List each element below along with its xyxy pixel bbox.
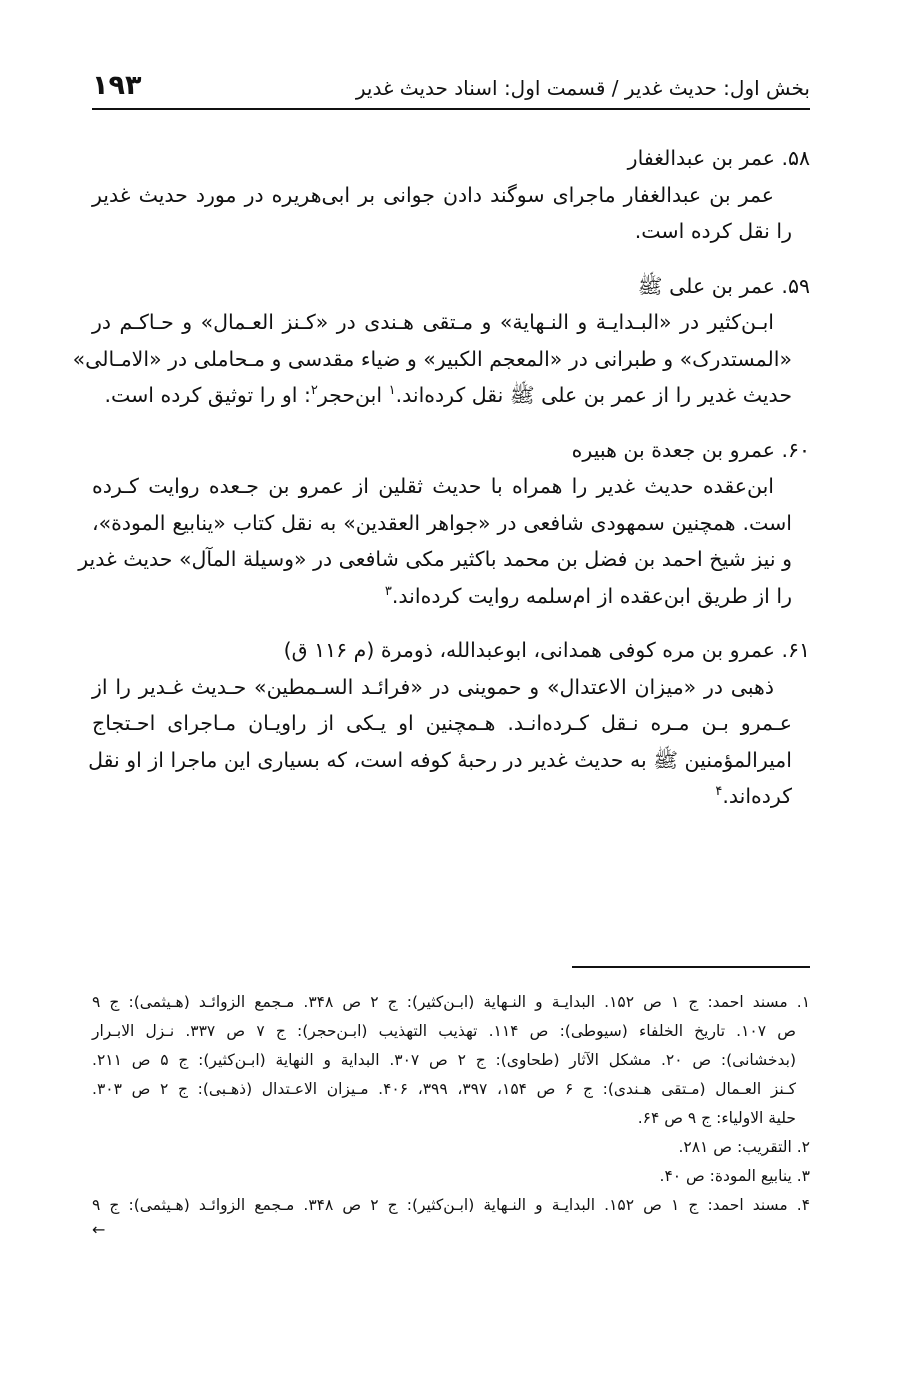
footnote-line: ص ۱۰۷. تاریخ الخلفاء (سیوطی): ص ۱۱۴. تهذیب التهذیب (ابـن‌حجر): ج ۷ ص ۳۳۷. نـزل الابـرار [92, 1022, 797, 1040]
section-paragraph [92, 177, 810, 250]
continue-arrow-icon: ← [92, 1220, 106, 1239]
footnote-ref[interactable]: ۱ [388, 383, 396, 399]
footnotes [92, 988, 810, 1240]
footnote-line: (بدخشانی): ص ۲۰. مشکل الآثار (طحاوی): ج ۲ ص ۳۰۷. البدایة و النهایة (ابـن‌کثیر): ج ۵ ص ۲۱۱. [92, 1051, 797, 1069]
text-line: را نقل کرده است. [634, 219, 792, 243]
section-paragraph [88, 669, 810, 815]
page-number: ۱۹۳ [92, 70, 142, 101]
footnote-ref[interactable]: ۲ [310, 383, 318, 399]
footnote-line: ۴. مسند احمد: ج ۱ ص ۱۵۲. البدایـة و النـهایة (ابـن‌کثیر): ج ۲ ص ۳۴۸. مـجمع الزوائـد (هـیثمی): ج ۹ [92, 1196, 811, 1214]
footnote-divider [572, 966, 810, 968]
main-text [72, 140, 810, 833]
footnote-line: ۲. التقریب: ص ۲۸۱. [678, 1138, 810, 1156]
section-61 [88, 632, 810, 815]
text-line: ابن‌عقده حدیث غدیر را همراه با حدیث ثقلین از عمرو بن جـعده روایت کـرده [92, 474, 774, 498]
section-paragraph [72, 304, 810, 414]
footnote-1 [92, 988, 810, 1133]
text-segment: ابن‌حجر [317, 383, 383, 407]
text-line: عـمرو بـن مـره نـقل کـرده‌انـد. هـمچنین او یـکی از راویـان مـاجرای احـتجاج [92, 711, 792, 735]
text-segment: حدیث غدیر را از عمر بن علی ﷺ نقل کرده‌اند. [395, 383, 792, 407]
section-title: ۵۸. عمر بن عبدالغفار [627, 146, 810, 170]
page-header [92, 68, 810, 110]
text-line [92, 578, 810, 615]
text-segment: را از طریق ابن‌عقده از ام‌سلمه روایت کرده‌اند. [391, 583, 792, 608]
footnote-3 [92, 1162, 810, 1191]
footnote-ref[interactable]: ۳ [384, 583, 392, 599]
section-title: ۶۱. عمرو بن مره کوفی همدانی، ابوعبدالله، ذومرة (م ۱۱۶ ق) [283, 638, 810, 662]
footnote-line: ۱. مسند احمد: ج ۱ ص ۱۵۲. البدایـة و النـهایة (ابـن‌کثیر): ج ۲ ص ۳۴۸. مـجمع الزوائـد (هـیثمی): ج ۹ [92, 993, 811, 1011]
book-page [72, 0, 811, 1390]
text-line: «المستدرک» و طبرانی در «المعجم الکبیر» و ضیاء مقدسی و مـحاملی در «الامـالی» [72, 346, 792, 371]
text-line: عمر بن عبدالغفار ماجرای سوگند دادن جوانی بر ابی‌هریره در مورد حدیث غدیر [92, 182, 774, 207]
text-segment: کرده‌اند. [722, 784, 792, 808]
section-59 [72, 268, 810, 414]
footnote-ref[interactable]: ۴ [715, 784, 723, 800]
section-title: ۶۰. عمرو بن جعدة بن هبیره [571, 437, 810, 462]
text-line: است. همچنین سمهودی شافعی در «جواهر العقدین» به نقل کتاب «ینابیع المودة»، [92, 510, 792, 535]
text-line: ذهبی در «میزان الاعتدال» و حموینی در «فرائـد السـمطین» حـدیث غـدیر را از [92, 674, 774, 699]
section-paragraph [78, 468, 810, 614]
text-line: امیرالمؤمنین ﷺ به حدیث غدیر در رحبهٔ کوفه است، که بسیاری این ماجرا از او نقل [88, 747, 792, 772]
footnote-4 [92, 1191, 810, 1220]
text-line: ابـن‌کثیر در «البـدایـة و النـهایة» و مـتقی هـندی در «کـنز العـمال» و حـاکـم در [92, 310, 774, 334]
text-line [92, 377, 810, 414]
footnote-line: ۳. ینابیع المودة: ص ۴۰. [659, 1167, 810, 1185]
text-line: و نیز شیخ احمد بن فضل بن محمد باکثیر مکی شافعی در «وسیلة المآل» حدیث غدیر [78, 547, 792, 571]
section-60 [78, 432, 810, 615]
footnote-line: کـنز العـمال (مـتقی هـندی): ج ۶ ص ۱۵۴، ۳۹۷، ۳۹۹، ۴۰۶. مـیزان الاعـتدال (ذهـبی): ج ۲ ص ۳۰۳. [92, 1080, 797, 1098]
section-58 [92, 140, 810, 250]
running-title: بخش اول: حدیث غدیر / قسمت اول: اسناد حدیث غدیر [355, 76, 810, 100]
text-segment: : او را توثیق کرده است. [104, 383, 311, 407]
section-title: ۵۹. عمر بن علی ﷺ [637, 273, 810, 298]
footnote-2 [92, 1133, 810, 1162]
footnote-line: حلیة الاولیاء: ج ۹ ص ۶۴. [637, 1109, 796, 1127]
text-line [92, 778, 810, 815]
